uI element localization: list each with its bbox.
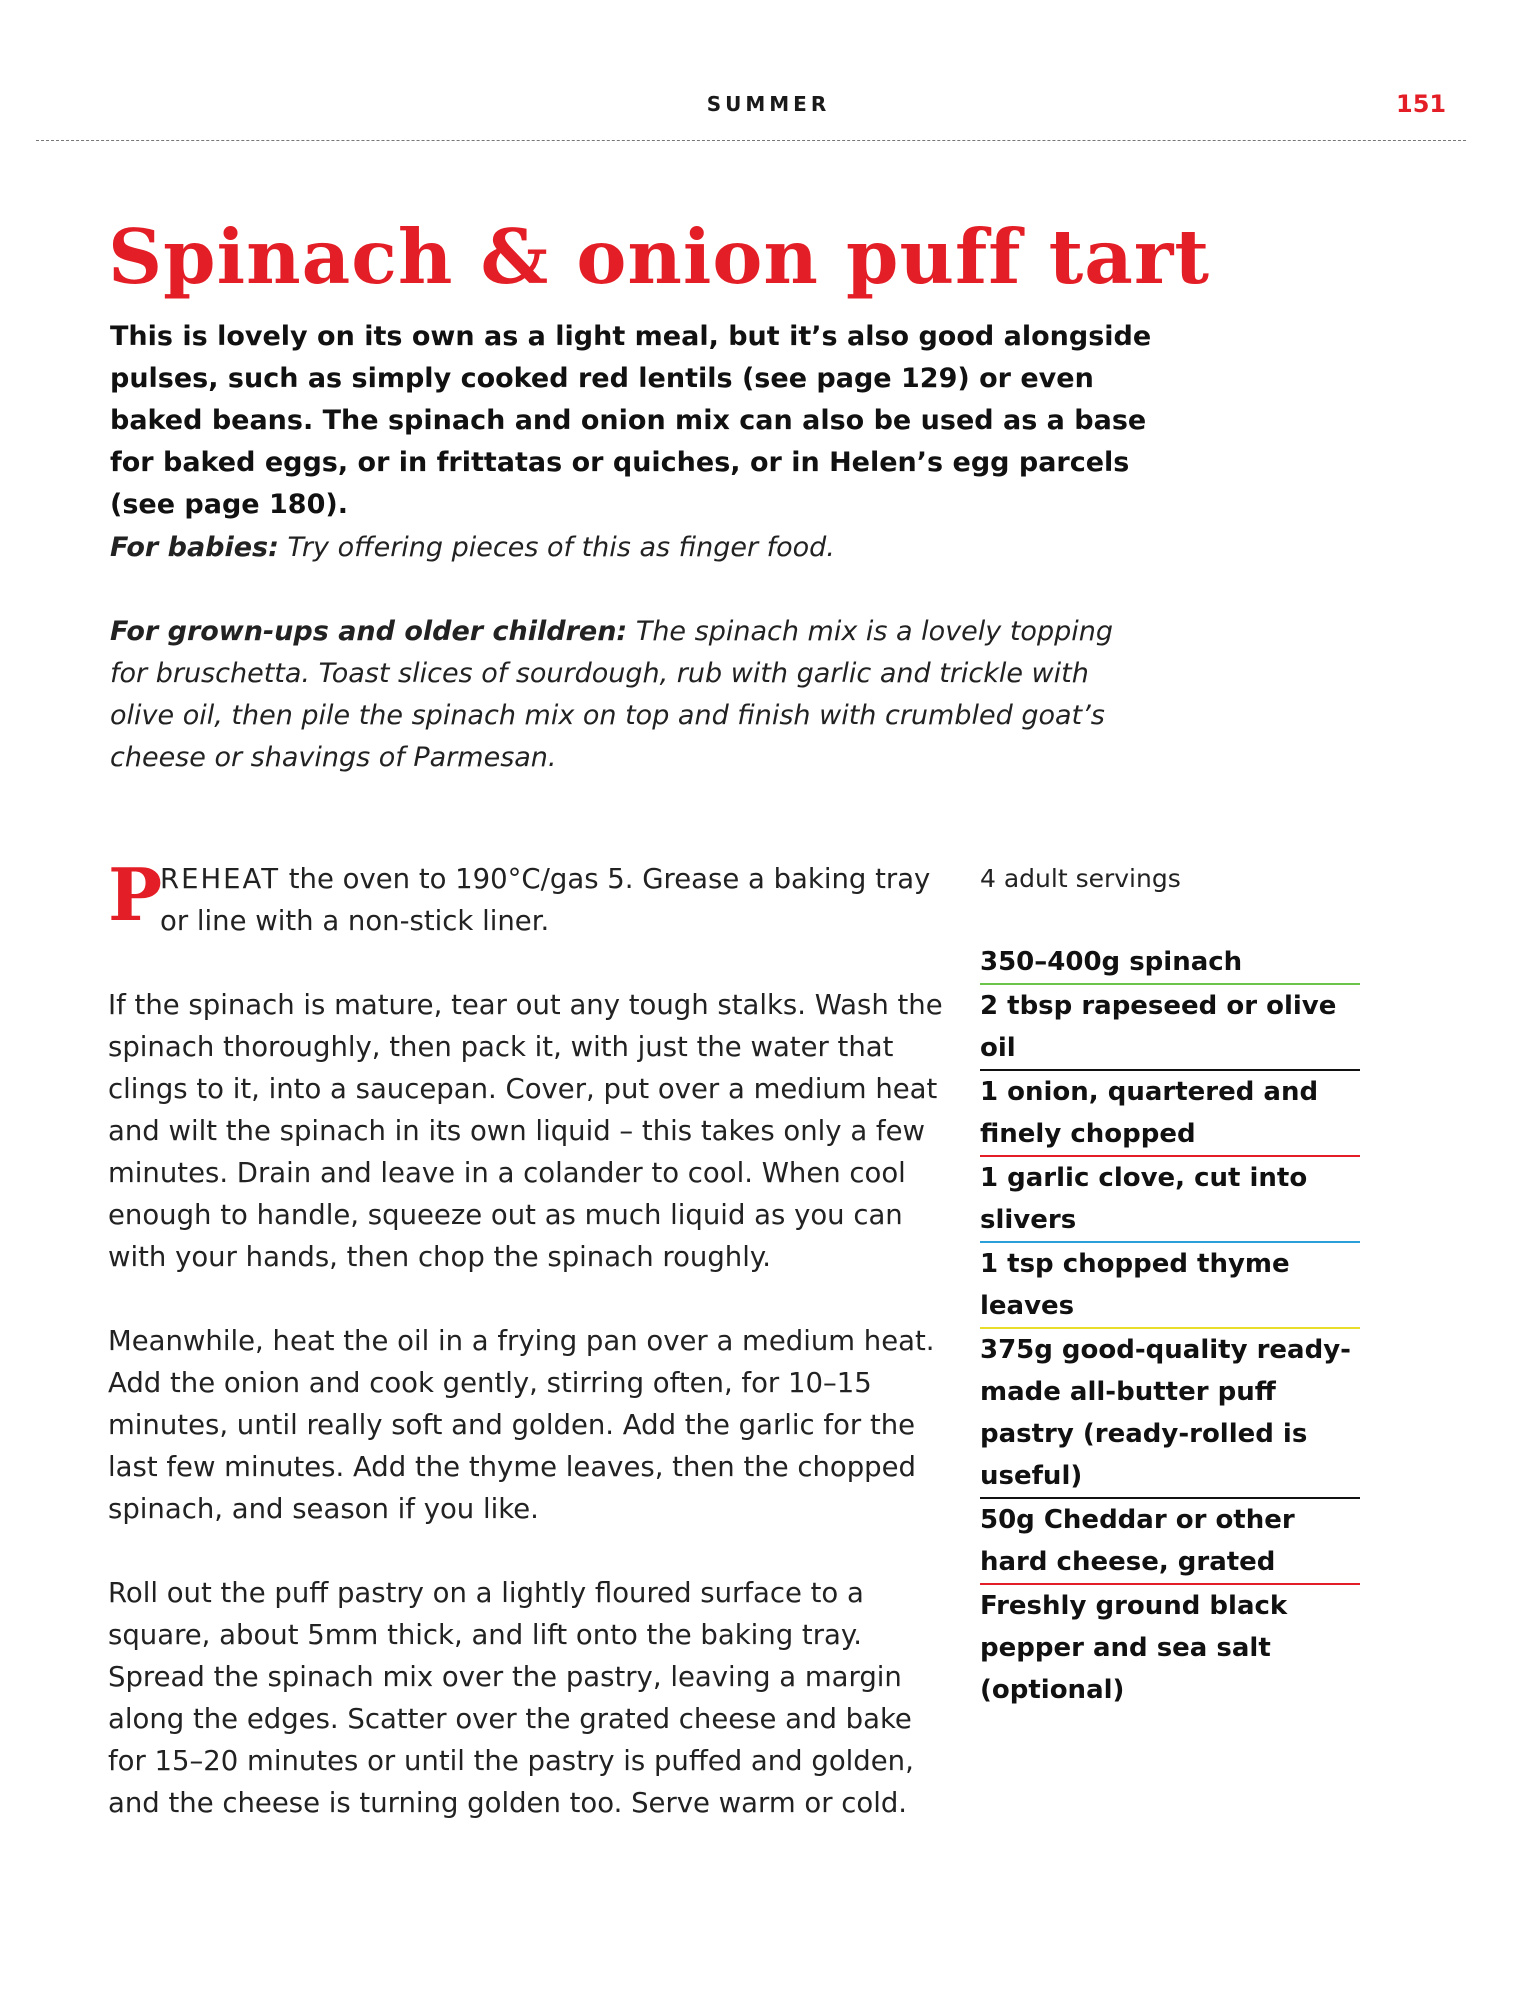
page-number: 151 [1396,90,1447,118]
ingredient-item: 1 tsp chopped thyme leaves [980,1243,1360,1329]
method-step-1-text: the oven to 190°C/gas 5. Grease a baking tray or line with a non-stick liner. [160,863,931,937]
ingredient-item: 1 onion, quartered and finely chopped [980,1071,1360,1157]
method-step-4: Roll out the puff pastry on a lightly floured surface to a square, about 5mm thick, and lift onto the baking tray. Spread the spinach mix over the pastry, leaving a margin along the edges. Scatter over the grated cheese and bake for 15–20 minutes or until the pastry is puffed and golden, and the cheese is turning golden too. Serve warm or cold. [108,1577,914,1819]
grownups-label: For grown-ups and older children: [110,616,628,647]
ingredient-item: 2 tbsp rapeseed or olive oil [980,985,1360,1071]
recipe-title: Spinach & onion puff tart [108,213,1211,301]
ingredient-item: 1 garlic clove, cut into slivers [980,1157,1360,1243]
header-divider [36,140,1466,141]
ingredient-item: 350–400g spinach [980,941,1360,985]
method [108,852,958,1866]
method-step-2: If the spinach is mature, tear out any tough stalks. Wash the spinach thoroughly, then pack it, with just the water that clings to it, into a saucepan. Cover, put over a medium heat and wilt the spinach in its own liquid – this takes only a few minutes. Drain and leave in a colander to cool. When cool enough to handle, squeeze out as much liquid as you can with your hands, then chop the spinach roughly. [108,989,943,1273]
babies-note [110,527,1170,569]
ingredient-list [980,941,1360,1711]
servings: 4 adult servings [980,864,1181,893]
section-header: SUMMER [706,92,831,116]
ingredient-item: Freshly ground black pepper and sea salt (optional) [980,1591,1288,1705]
grownups-note [110,611,1150,779]
babies-label: For babies: [110,532,279,563]
lead-word: REHEAT [160,863,281,895]
drop-cap: P [108,852,163,937]
ingredient-item: 50g Cheddar or other hard cheese, grated [980,1499,1360,1585]
grownups-text: The spinach mix is a lovely topping for bruschetta. Toast slices of sourdough, rub with garlic and trickle with olive oil, then pile the spinach mix on top and finish with crumbled goat’s cheese or shavings of Parmesan. [110,616,1113,773]
method-step-3: Meanwhile, heat the oil in a frying pan over a medium heat. Add the onion and cook gently, stirring often, for 10–15 minutes, until really soft and golden. Add the garlic for the last few minutes. Add the thyme leaves, then the chopped spinach, and season if you like. [108,1325,935,1525]
recipe-intro: This is lovely on its own as a light meal, but it’s also good alongside pulses, such as simply cooked red lentils (see page 129) or even baked beans. The spinach and onion mix can also be used as a base for baked eggs, or in frittatas or quiches, or in Helen’s egg parcels (see page 180). [110,321,1152,520]
method-step-1 [108,852,958,942]
babies-text: Try offering pieces of this as finger food. [287,532,835,563]
ingredient-item: 375g good-quality ready-made all-butter puff pastry (ready-rolled is useful) [980,1329,1360,1499]
